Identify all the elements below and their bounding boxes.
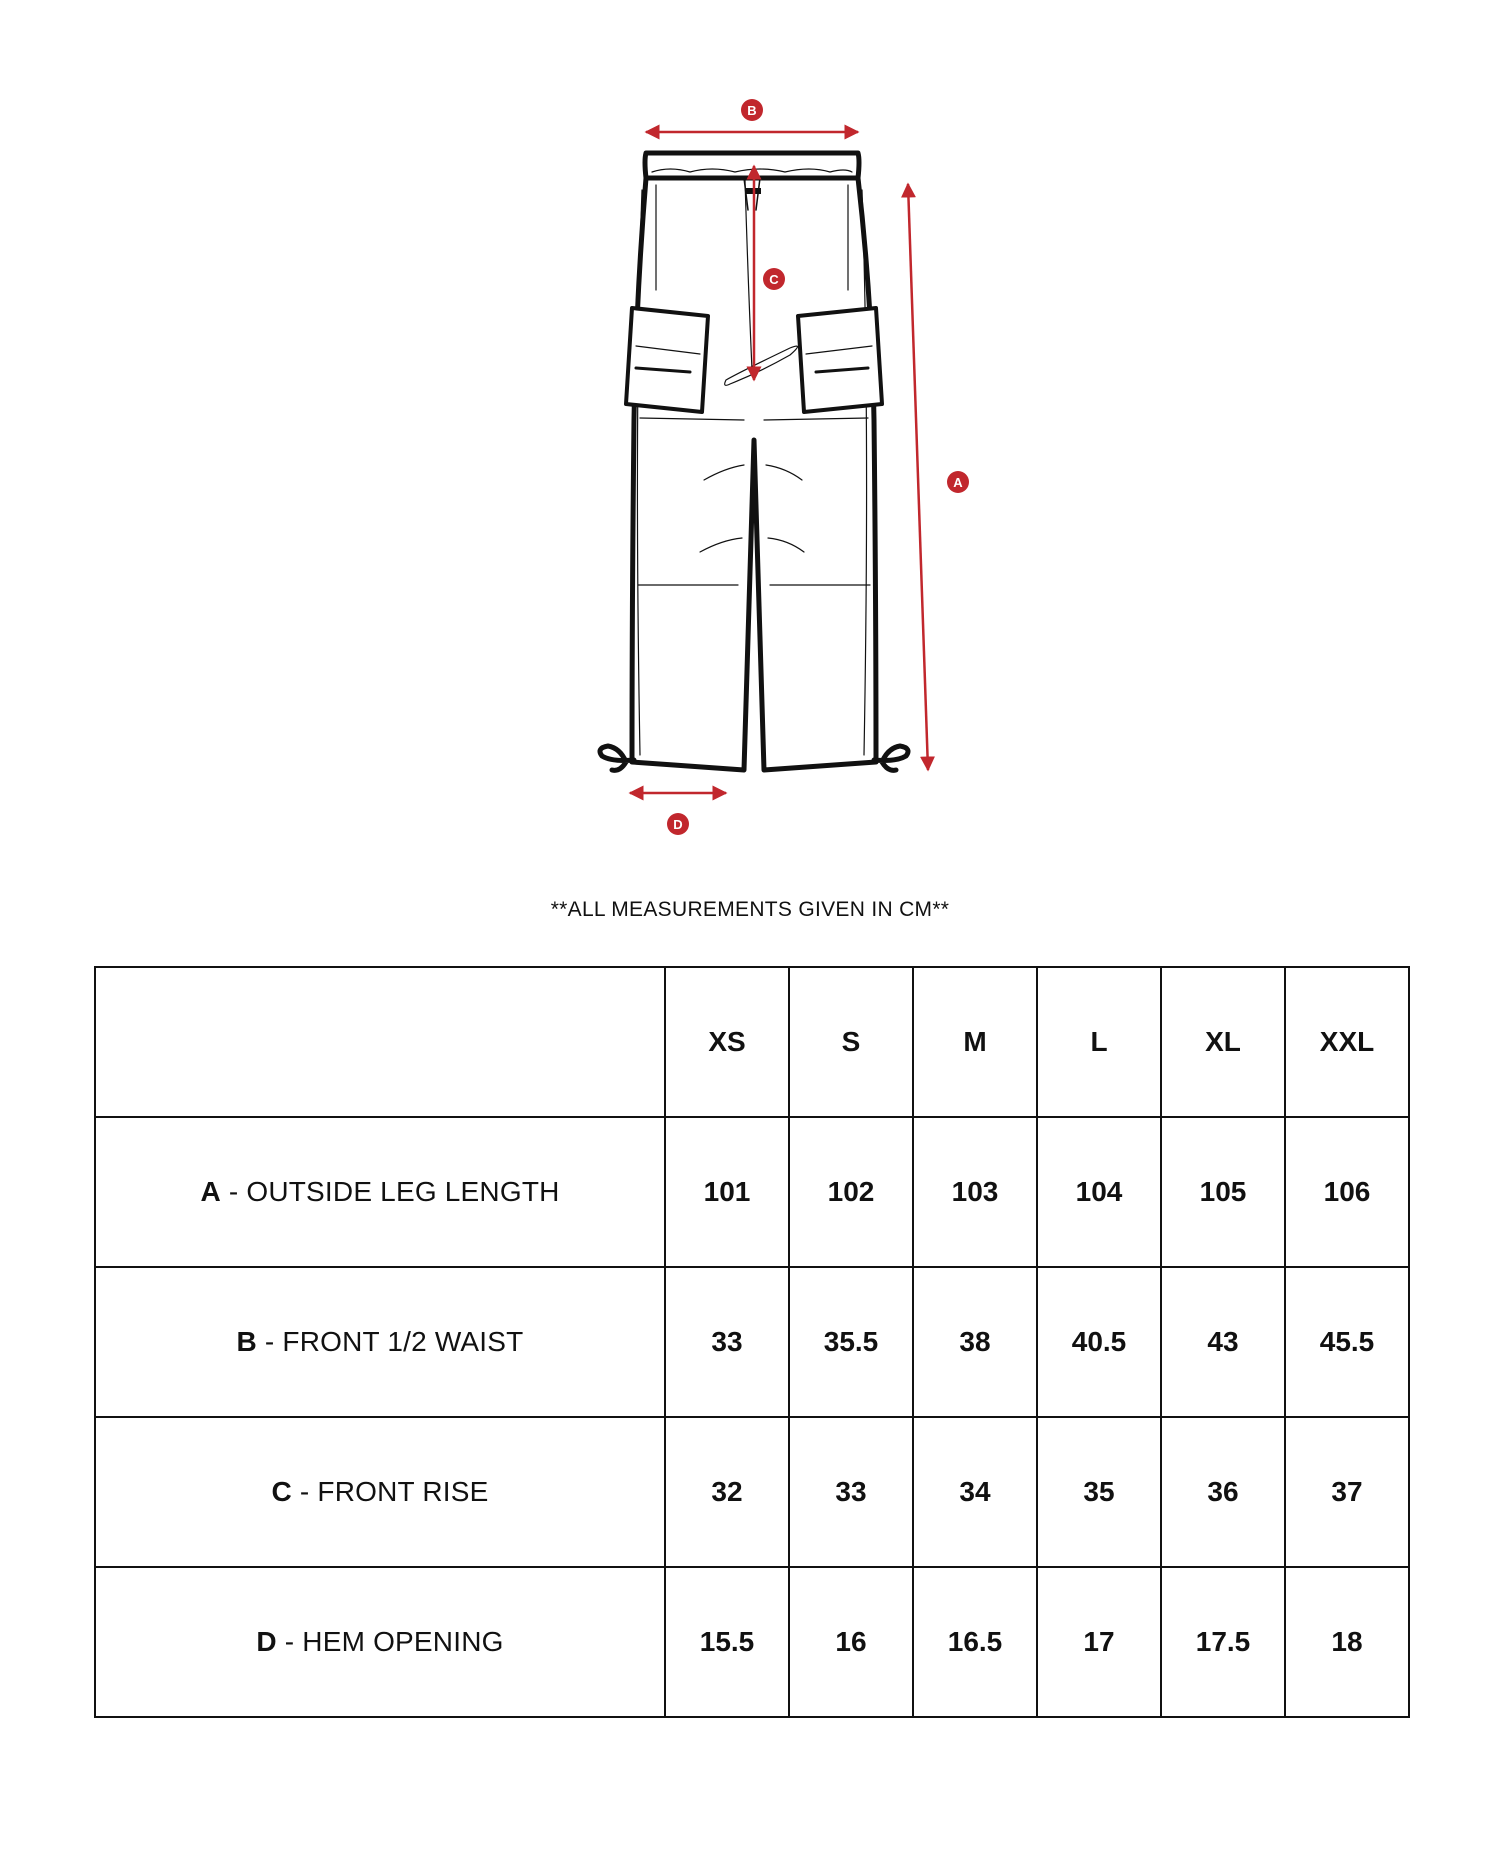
size-header-row — [95, 967, 1409, 1117]
measurement-value: 40.5 — [1037, 1267, 1161, 1417]
marker-d — [667, 813, 689, 835]
measurement-value: 16.5 — [913, 1567, 1037, 1717]
marker-c — [763, 268, 785, 290]
measurement-value: 37 — [1285, 1417, 1409, 1567]
measurement-value: 15.5 — [665, 1567, 789, 1717]
measurement-value: 106 — [1285, 1117, 1409, 1267]
measurement-value: 38 — [913, 1267, 1037, 1417]
table-row — [95, 1117, 1409, 1267]
table-row — [95, 1567, 1409, 1717]
measurement-value: 33 — [665, 1267, 789, 1417]
size-header: XXL — [1285, 967, 1409, 1117]
size-table — [94, 966, 1410, 1718]
measurement-value: 101 — [665, 1117, 789, 1267]
table-row — [95, 1417, 1409, 1567]
measurement-letter: D — [256, 1626, 277, 1657]
header-blank-cell — [95, 967, 665, 1117]
measurement-letter: A — [200, 1176, 221, 1207]
svg-text:B: B — [747, 103, 757, 118]
size-header: M — [913, 967, 1037, 1117]
measurement-value: 36 — [1161, 1417, 1285, 1567]
measurement-letter: C — [271, 1476, 292, 1507]
measurement-name: - HEM OPENING — [276, 1626, 504, 1657]
measurement-value: 34 — [913, 1417, 1037, 1567]
measurement-value: 105 — [1161, 1117, 1285, 1267]
measurement-label — [95, 1267, 665, 1417]
size-header: S — [789, 967, 913, 1117]
measurement-label — [95, 1117, 665, 1267]
measurement-value: 104 — [1037, 1117, 1161, 1267]
measurement-value: 17 — [1037, 1567, 1161, 1717]
measurement-note: **ALL MEASUREMENTS GIVEN IN CM** — [550, 898, 950, 921]
measurement-label — [95, 1417, 665, 1567]
measurement-value: 35.5 — [789, 1267, 913, 1417]
measurement-value: 45.5 — [1285, 1267, 1409, 1417]
measurement-letter: B — [236, 1326, 257, 1357]
measurement-value: 102 — [789, 1117, 913, 1267]
svg-text:D: D — [673, 817, 683, 832]
measurement-value: 33 — [789, 1417, 913, 1567]
measurement-value: 43 — [1161, 1267, 1285, 1417]
pants-measurement-diagram — [0, 0, 1500, 860]
measurement-value: 16 — [789, 1567, 913, 1717]
measurement-value: 17.5 — [1161, 1567, 1285, 1717]
measurement-label — [95, 1567, 665, 1717]
svg-text:C: C — [769, 272, 779, 287]
measurement-value: 103 — [913, 1117, 1037, 1267]
measurement-value: 18 — [1285, 1567, 1409, 1717]
measurement-name: - OUTSIDE LEG LENGTH — [220, 1176, 560, 1207]
size-header: XL — [1161, 967, 1285, 1117]
marker-b — [741, 99, 763, 121]
size-header: XS — [665, 967, 789, 1117]
arrow-a-leg — [908, 184, 928, 770]
measurement-value: 35 — [1037, 1417, 1161, 1567]
measurement-name: - FRONT RISE — [291, 1476, 489, 1507]
table-row — [95, 1267, 1409, 1417]
size-header: L — [1037, 967, 1161, 1117]
marker-a — [947, 471, 969, 493]
svg-text:A: A — [953, 475, 963, 490]
measurement-name: - FRONT 1/2 WAIST — [256, 1326, 524, 1357]
measurement-value: 32 — [665, 1417, 789, 1567]
